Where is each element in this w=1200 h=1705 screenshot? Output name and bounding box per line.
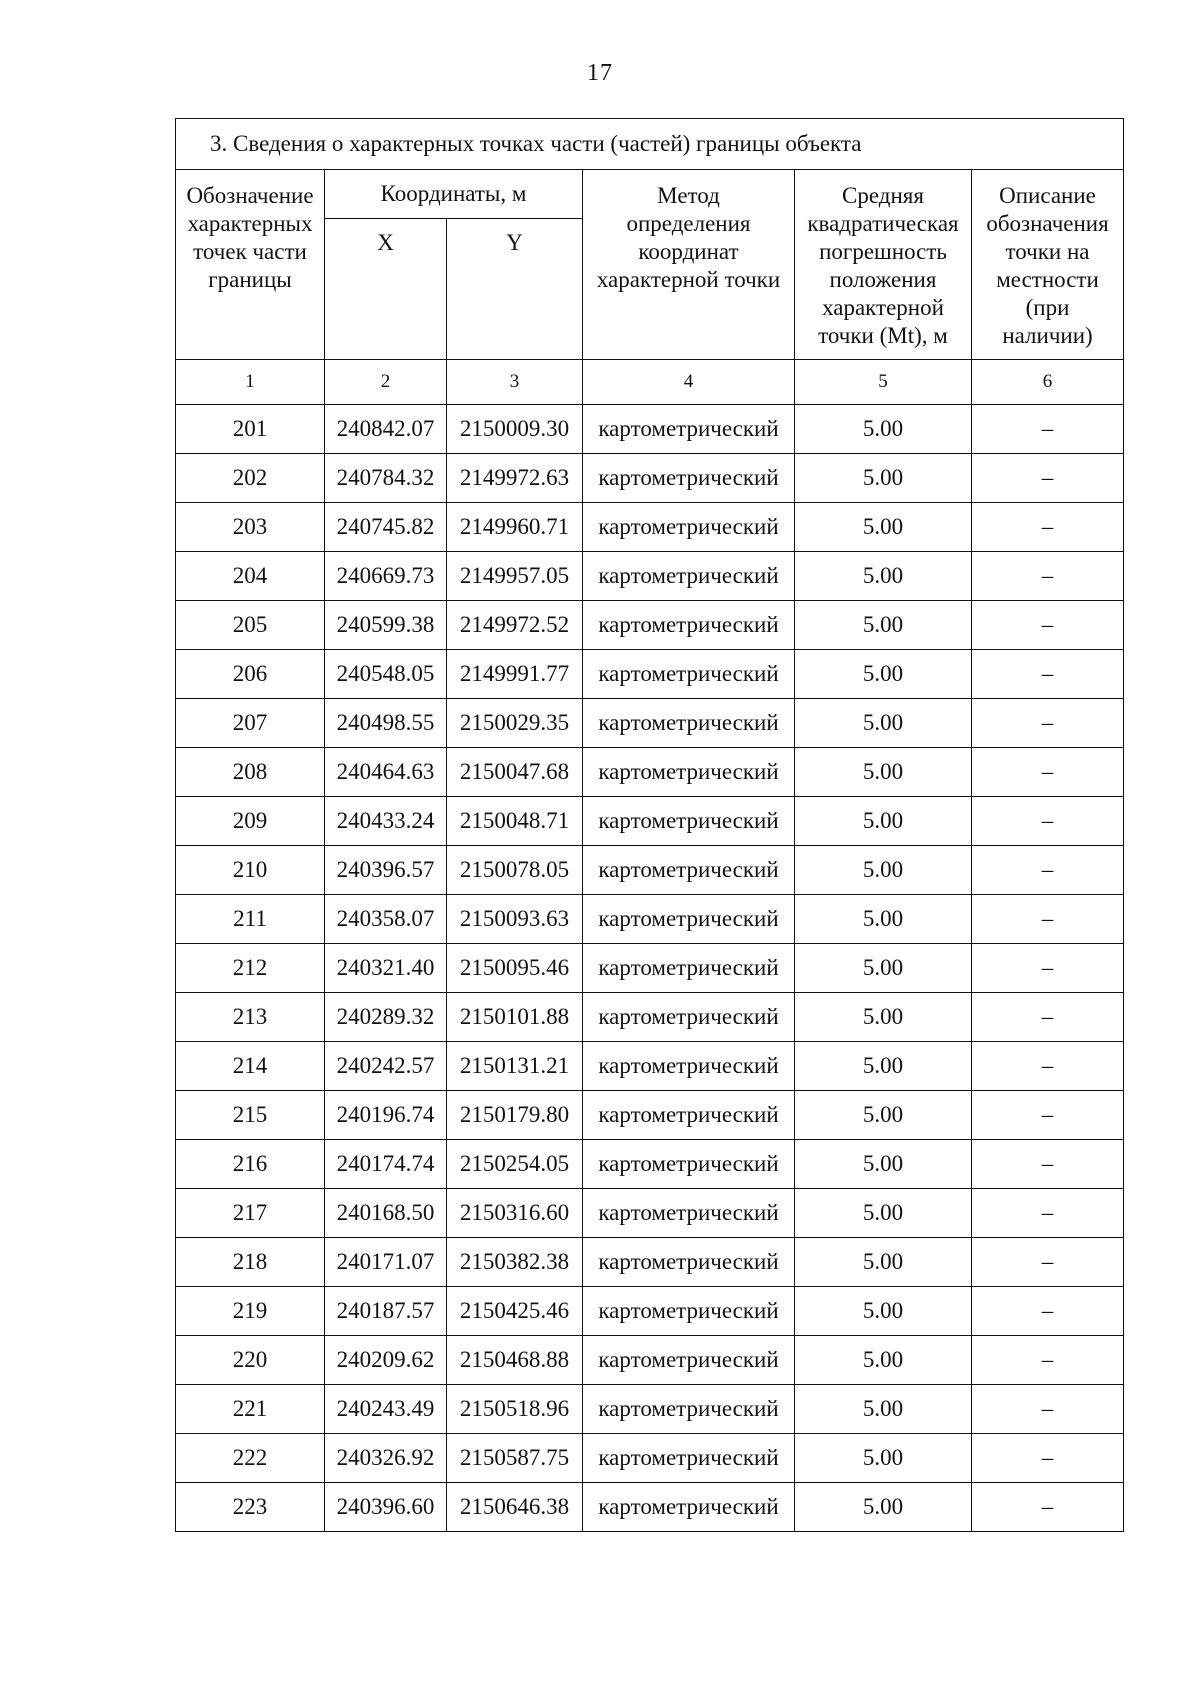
cell-error: 5.00	[795, 1042, 972, 1091]
cell-y: 2150179.80	[447, 1091, 583, 1140]
cell-x: 240243.49	[325, 1385, 447, 1434]
header-line: характерной точки	[596, 267, 781, 292]
cell-y: 2150101.88	[447, 993, 583, 1042]
cell-method: картометрический	[583, 1238, 795, 1287]
cell-description: –	[972, 1189, 1124, 1238]
cell-error: 5.00	[795, 1189, 972, 1238]
cell-point: 215	[176, 1091, 325, 1140]
cell-point: 204	[176, 552, 325, 601]
cell-error: 5.00	[795, 405, 972, 454]
cell-method: картометрический	[583, 1483, 795, 1532]
cell-error: 5.00	[795, 552, 972, 601]
cell-x: 240242.57	[325, 1042, 447, 1091]
column-number: 1	[176, 360, 325, 405]
table-row	[176, 1238, 1124, 1287]
section-title: 3. Сведения о характерных точках части (частей) границы объекта	[176, 119, 1124, 170]
cell-x: 240599.38	[325, 601, 447, 650]
cell-error: 5.00	[795, 944, 972, 993]
table-row	[176, 895, 1124, 944]
cell-method: картометрический	[583, 797, 795, 846]
cell-method: картометрический	[583, 454, 795, 503]
cell-description: –	[972, 1434, 1124, 1483]
column-number: 6	[972, 360, 1124, 405]
cell-method: картометрический	[583, 699, 795, 748]
cell-error: 5.00	[795, 895, 972, 944]
cell-error: 5.00	[795, 699, 972, 748]
cell-point: 207	[176, 699, 325, 748]
cell-point: 203	[176, 503, 325, 552]
table-row	[176, 846, 1124, 895]
cell-y: 2150048.71	[447, 797, 583, 846]
cell-method: картометрический	[583, 1385, 795, 1434]
cell-description: –	[972, 846, 1124, 895]
cell-point: 212	[176, 944, 325, 993]
cell-y: 2150029.35	[447, 699, 583, 748]
cell-x: 240209.62	[325, 1336, 447, 1385]
cell-error: 5.00	[795, 1336, 972, 1385]
header-line: Описание	[999, 183, 1096, 208]
cell-method: картометрический	[583, 895, 795, 944]
cell-description: –	[972, 895, 1124, 944]
cell-x: 240196.74	[325, 1091, 447, 1140]
cell-method: картометрический	[583, 1189, 795, 1238]
cell-point: 211	[176, 895, 325, 944]
cell-y: 2150009.30	[447, 405, 583, 454]
cell-description: –	[972, 699, 1124, 748]
cell-point: 209	[176, 797, 325, 846]
header-line: границы	[208, 267, 292, 292]
cell-point: 214	[176, 1042, 325, 1091]
header-line: определения	[626, 211, 751, 236]
cell-point: 210	[176, 846, 325, 895]
cell-description: –	[972, 405, 1124, 454]
table-row	[176, 944, 1124, 993]
cell-x: 240321.40	[325, 944, 447, 993]
cell-method: картометрический	[583, 650, 795, 699]
cell-y: 2150093.63	[447, 895, 583, 944]
cell-point: 216	[176, 1140, 325, 1189]
cell-x: 240464.63	[325, 748, 447, 797]
cell-x: 240289.32	[325, 993, 447, 1042]
table-row	[176, 1434, 1124, 1483]
cell-point: 213	[176, 993, 325, 1042]
cell-x: 240433.24	[325, 797, 447, 846]
table-row	[176, 1336, 1124, 1385]
cell-x: 240784.32	[325, 454, 447, 503]
column-number: 4	[583, 360, 795, 405]
table-row	[176, 1189, 1124, 1238]
header-designation	[176, 170, 325, 360]
cell-x: 240498.55	[325, 699, 447, 748]
header-line: местности	[996, 267, 1099, 292]
cell-error: 5.00	[795, 993, 972, 1042]
cell-x: 240745.82	[325, 503, 447, 552]
cell-y: 2150047.68	[447, 748, 583, 797]
column-number: 2	[325, 360, 447, 405]
cell-y: 2149972.52	[447, 601, 583, 650]
header-line: Метод	[657, 183, 720, 208]
cell-y: 2150646.38	[447, 1483, 583, 1532]
cell-error: 5.00	[795, 503, 972, 552]
cell-x: 240842.07	[325, 405, 447, 454]
cell-x: 240187.57	[325, 1287, 447, 1336]
cell-x: 240548.05	[325, 650, 447, 699]
cell-description: –	[972, 1042, 1124, 1091]
cell-x: 240396.57	[325, 846, 447, 895]
cell-error: 5.00	[795, 601, 972, 650]
page-number: 17	[587, 60, 613, 86]
cell-x: 240358.07	[325, 895, 447, 944]
cell-error: 5.00	[795, 797, 972, 846]
table-row	[176, 993, 1124, 1042]
table-row	[176, 1385, 1124, 1434]
table-row	[176, 748, 1124, 797]
cell-point: 201	[176, 405, 325, 454]
cell-method: картометрический	[583, 944, 795, 993]
header-line: квадратическая	[807, 211, 959, 236]
cell-y: 2150382.38	[447, 1238, 583, 1287]
table-row	[176, 601, 1124, 650]
cell-method: картометрический	[583, 1287, 795, 1336]
cell-error: 5.00	[795, 1140, 972, 1189]
header-row	[176, 170, 1124, 219]
cell-x: 240396.60	[325, 1483, 447, 1532]
header-line: Средняя	[842, 183, 924, 208]
cell-description: –	[972, 748, 1124, 797]
cell-y: 2150078.05	[447, 846, 583, 895]
header-line: характерной	[822, 295, 944, 320]
cell-method: картометрический	[583, 552, 795, 601]
column-numbers-row	[176, 360, 1124, 405]
header-line: характерных	[187, 211, 313, 236]
table-row	[176, 699, 1124, 748]
cell-method: картометрический	[583, 748, 795, 797]
cell-point: 222	[176, 1434, 325, 1483]
header-error	[795, 170, 972, 360]
cell-error: 5.00	[795, 1287, 972, 1336]
cell-y: 2150518.96	[447, 1385, 583, 1434]
cell-x: 240174.74	[325, 1140, 447, 1189]
cell-y: 2150468.88	[447, 1336, 583, 1385]
cell-description: –	[972, 1385, 1124, 1434]
header-description	[972, 170, 1124, 360]
table-row	[176, 454, 1124, 503]
cell-description: –	[972, 454, 1124, 503]
table-body	[176, 405, 1124, 1532]
cell-description: –	[972, 503, 1124, 552]
cell-error: 5.00	[795, 454, 972, 503]
cell-y: 2150316.60	[447, 1189, 583, 1238]
table-row	[176, 797, 1124, 846]
table-row	[176, 1287, 1124, 1336]
table-row	[176, 1042, 1124, 1091]
table-row	[176, 552, 1124, 601]
cell-method: картометрический	[583, 846, 795, 895]
header-y: Y	[447, 219, 583, 360]
cell-point: 220	[176, 1336, 325, 1385]
header-coordinates: Координаты, м	[325, 170, 583, 219]
cell-error: 5.00	[795, 1483, 972, 1532]
cell-y: 2150131.21	[447, 1042, 583, 1091]
header-method	[583, 170, 795, 360]
cell-error: 5.00	[795, 1434, 972, 1483]
cell-error: 5.00	[795, 846, 972, 895]
cell-description: –	[972, 1238, 1124, 1287]
header-line: обозначения	[986, 211, 1109, 236]
cell-method: картометрический	[583, 1091, 795, 1140]
cell-point: 208	[176, 748, 325, 797]
cell-error: 5.00	[795, 650, 972, 699]
boundary-points-table	[175, 118, 1124, 1532]
cell-description: –	[972, 993, 1124, 1042]
cell-method: картометрический	[583, 1140, 795, 1189]
cell-description: –	[972, 1091, 1124, 1140]
header-line: (при	[1025, 295, 1070, 320]
cell-point: 202	[176, 454, 325, 503]
table-row	[176, 405, 1124, 454]
cell-x: 240171.07	[325, 1238, 447, 1287]
cell-description: –	[972, 797, 1124, 846]
cell-method: картометрический	[583, 1042, 795, 1091]
cell-method: картометрический	[583, 503, 795, 552]
table-row	[176, 1091, 1124, 1140]
cell-point: 221	[176, 1385, 325, 1434]
cell-method: картометрический	[583, 993, 795, 1042]
cell-x: 240168.50	[325, 1189, 447, 1238]
cell-error: 5.00	[795, 748, 972, 797]
cell-error: 5.00	[795, 1091, 972, 1140]
header-line: положения	[829, 267, 937, 292]
header-line: наличии)	[1002, 323, 1093, 348]
cell-x: 240669.73	[325, 552, 447, 601]
cell-y: 2150425.46	[447, 1287, 583, 1336]
column-number: 3	[447, 360, 583, 405]
cell-y: 2149957.05	[447, 552, 583, 601]
header-line: погрешность	[819, 239, 947, 264]
cell-error: 5.00	[795, 1385, 972, 1434]
table-row	[176, 650, 1124, 699]
cell-description: –	[972, 552, 1124, 601]
cell-point: 206	[176, 650, 325, 699]
header-line: Обозначение	[186, 183, 314, 208]
cell-description: –	[972, 650, 1124, 699]
cell-description: –	[972, 1483, 1124, 1532]
cell-y: 2150587.75	[447, 1434, 583, 1483]
cell-y: 2149991.77	[447, 650, 583, 699]
cell-x: 240326.92	[325, 1434, 447, 1483]
section-title-row	[176, 119, 1124, 170]
header-line: точки на	[1005, 239, 1090, 264]
cell-description: –	[972, 601, 1124, 650]
table-row	[176, 1483, 1124, 1532]
cell-point: 218	[176, 1238, 325, 1287]
cell-point: 217	[176, 1189, 325, 1238]
cell-method: картометрический	[583, 1336, 795, 1385]
cell-point: 205	[176, 601, 325, 650]
cell-method: картометрический	[583, 1434, 795, 1483]
column-number: 5	[795, 360, 972, 405]
cell-point: 223	[176, 1483, 325, 1532]
cell-method: картометрический	[583, 601, 795, 650]
cell-y: 2150095.46	[447, 944, 583, 993]
cell-description: –	[972, 1140, 1124, 1189]
header-line: координат	[638, 239, 739, 264]
cell-point: 219	[176, 1287, 325, 1336]
cell-method: картометрический	[583, 405, 795, 454]
cell-y: 2149960.71	[447, 503, 583, 552]
cell-y: 2150254.05	[447, 1140, 583, 1189]
cell-description: –	[972, 944, 1124, 993]
cell-description: –	[972, 1336, 1124, 1385]
cell-description: –	[972, 1287, 1124, 1336]
table-row	[176, 1140, 1124, 1189]
cell-error: 5.00	[795, 1238, 972, 1287]
header-line: точки (Mt), м	[818, 323, 948, 348]
header-x: X	[325, 219, 447, 360]
cell-y: 2149972.63	[447, 454, 583, 503]
header-line: точек части	[193, 239, 307, 264]
table-row	[176, 503, 1124, 552]
